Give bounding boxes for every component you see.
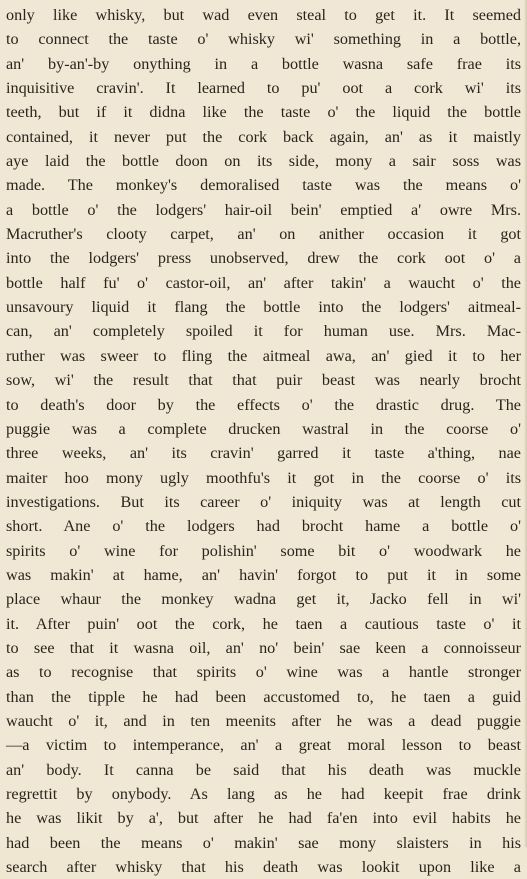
text-line: to see that it wasna oil, an' no' bein' sae keen a connoisseur — [6, 638, 521, 657]
text-line: investigations. But its career o' iniquity was at length cut — [6, 492, 521, 511]
text-line: he was likit by a', but after he had fa'en into evil habits he — [6, 809, 521, 828]
text-line: bottle half fu' o' castor-oil, an' after takin' a waucht o' the — [6, 273, 521, 292]
text-line: short. Ane o' the lodgers had brocht hame a bottle o' — [6, 517, 521, 536]
text-line: three weeks, an' its cravin' garred it taste a'thing, nae — [6, 444, 521, 463]
text-line: as to recognise that spirits o' wine was a hantle stronger — [6, 663, 521, 682]
text-line: puggie was a complete drucken wastral in the coorse o' — [6, 419, 521, 438]
text-line: —a victim to intemperance, an' a great moral lesson to beast — [6, 736, 521, 755]
text-line: had been the means o' makin' sae mony slaisters in his — [6, 833, 521, 852]
text-line: was makin' at hame, an' havin' forgot to put it in some — [6, 565, 521, 584]
text-line: only like whisky, but wad even steal to get it. It seemed — [6, 6, 521, 24]
text-line: maiter hoo mony ugly moothfu's it got in the coorse o' its — [6, 468, 521, 487]
text-line: made. The monkey's demoralised taste was the means o' — [6, 176, 521, 195]
text-line: sow, wi' the result that that puir beast was nearly brocht — [6, 371, 521, 390]
text-line: ruther was sweer to fling the aitmeal awa, an' gied it to her — [6, 346, 521, 365]
text-line: regrettit by onybody. As lang as he had keepit frae drink — [6, 785, 521, 803]
text-line: teeth, but if it didna like the taste o' the liquid the bottle — [6, 103, 521, 122]
text-line: place whaur the monkey wadna get it, Jacko fell in wi' — [6, 590, 521, 609]
text-line: can, an' completely spoiled it for human use. Mrs. Mac- — [6, 322, 521, 341]
page-text — [6, 3, 521, 879]
text-line: search after whisky that his death was lookit upon like a — [6, 858, 521, 877]
text-line: spirits o' wine for polishin' some bit o' woodwark he — [6, 541, 521, 560]
text-line: a bottle o' the lodgers' hair-oil bein' emptied a' owre Mrs. — [6, 200, 521, 219]
text-line: an' body. It canna be said that his death was muckle — [6, 760, 521, 779]
text-line: aye laid the bottle doon on its side, mony a sair soss was — [6, 152, 521, 171]
text-line: Macruther's clooty carpet, an' on anither occasion it got — [6, 225, 521, 244]
text-line: contained, it never put the cork back again, an' as it maistly — [6, 127, 521, 146]
text-line: than the tipple he had been accustomed to, he taen a guid — [6, 687, 521, 706]
text-line: to death's door by the effects o' the drastic drug. The — [6, 395, 521, 414]
text-line: unsavoury liquid it flang the bottle into the lodgers' aitmeal- — [6, 298, 521, 317]
text-line: an' by-an'-by onything in a bottle wasna safe frae its — [6, 54, 521, 73]
text-line: to connect the taste o' whisky wi' something in a bottle, — [6, 30, 521, 49]
text-line: waucht o' it, and in ten meenits after he was a dead puggie — [6, 711, 521, 730]
text-line: into the lodgers' press unobserved, drew the cork oot o' a — [6, 249, 521, 268]
text-line: inquisitive cravin'. It learned to pu' oot a cork wi' its — [6, 79, 521, 98]
text-line: it. After puin' oot the cork, he taen a cautious taste o' it — [6, 614, 521, 633]
